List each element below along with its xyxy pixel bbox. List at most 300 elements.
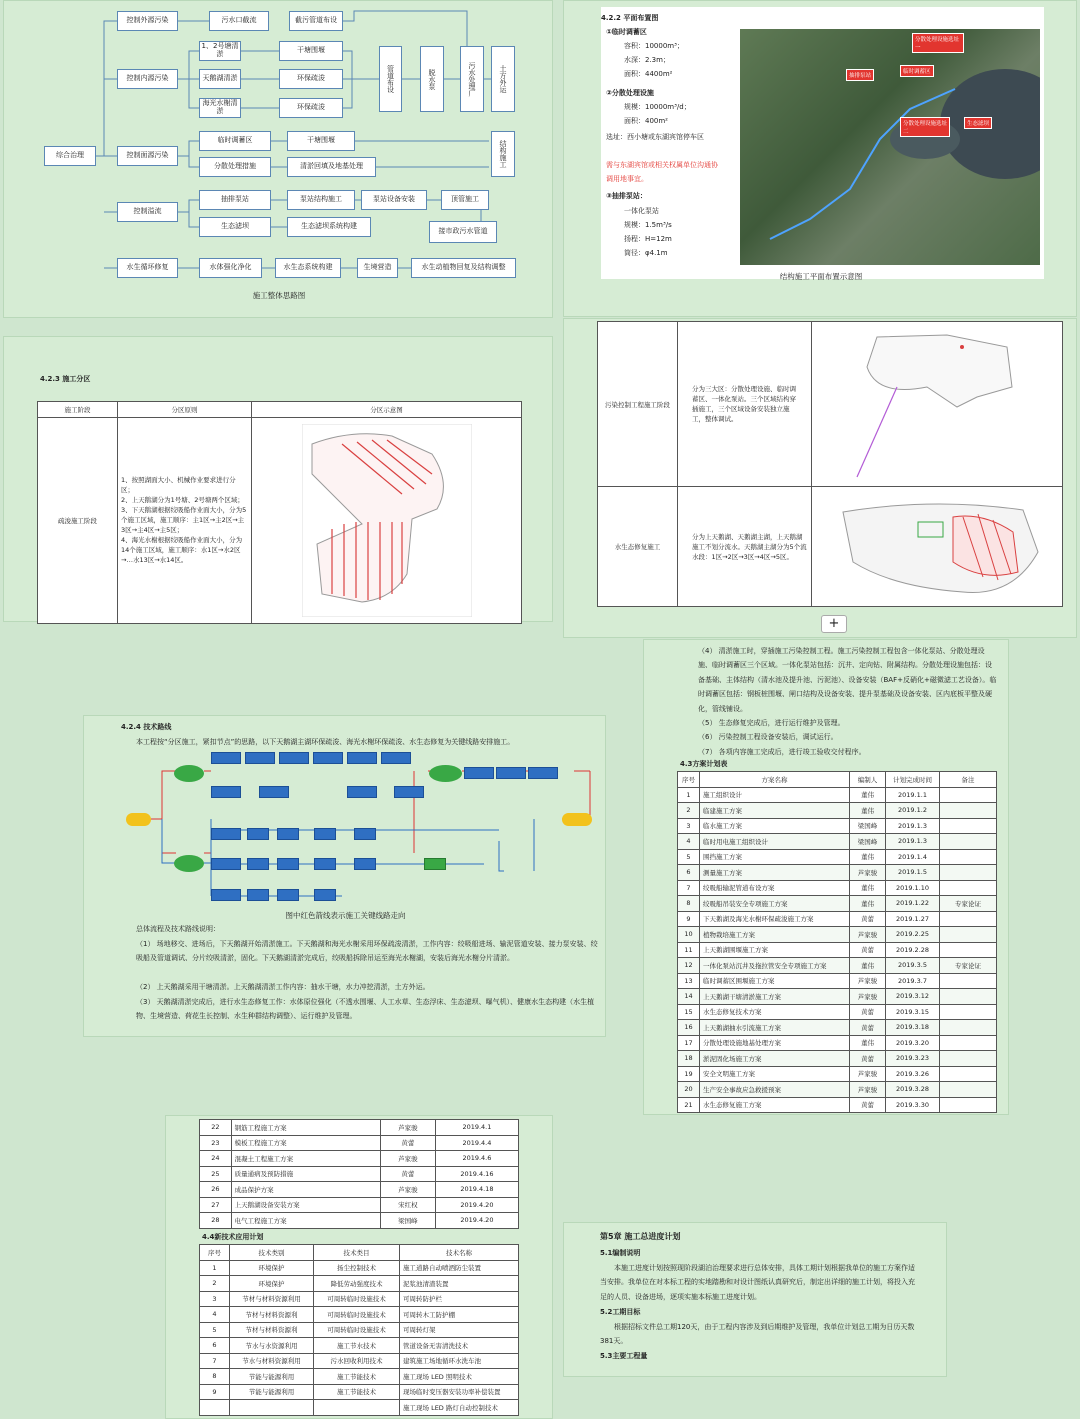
tech-name: 泥浆池清渣装置 xyxy=(400,1276,519,1292)
table-row xyxy=(678,1082,997,1098)
tech-flow-box xyxy=(528,767,558,779)
tech-no: 9 xyxy=(200,1384,230,1400)
plan-author: 宋红权 xyxy=(380,1197,435,1213)
map-label-storage: 临时调蓄区 xyxy=(900,65,934,77)
plan-no: 22 xyxy=(200,1120,232,1136)
box-haiguang: 海光水榭清淤 xyxy=(199,98,241,118)
plan-no: 20 xyxy=(678,1082,700,1098)
box-pump-equip: 泵站设备安装 xyxy=(361,190,427,210)
tech-head-item: 技术类目 xyxy=(314,1245,400,1261)
tech-item: 可周转临时设施技术 xyxy=(314,1291,400,1307)
box-temp-storage: 临时调蓄区 xyxy=(199,131,271,151)
table-row xyxy=(200,1338,519,1354)
box-swan-b: 环保疏浚 xyxy=(279,69,343,89)
tech-application-panel xyxy=(165,1115,553,1419)
table-row xyxy=(200,1151,519,1167)
plan-date: 2019.1.4 xyxy=(886,849,940,865)
tech-empty xyxy=(230,1400,314,1416)
storage-area: 面积：4400m² xyxy=(624,70,673,78)
tech-no: 4 xyxy=(200,1307,230,1323)
tech-heading: 4.2.4 技术路线 xyxy=(121,723,172,731)
box-water-purify: 水体强化净化 xyxy=(199,258,262,278)
tech-category: 环境保护 xyxy=(230,1276,314,1292)
end-node xyxy=(562,813,592,826)
table-row xyxy=(678,818,997,834)
plan-no: 7 xyxy=(678,880,700,896)
plan-name: 上天鹅湖设备安装方案 xyxy=(231,1197,380,1213)
root-box: 综合治理 xyxy=(44,146,96,166)
tech-flow-box xyxy=(354,828,376,840)
plan-note xyxy=(940,927,997,943)
tech-category: 环境保护 xyxy=(230,1260,314,1276)
flow-caption: 施工整体思路图 xyxy=(252,291,306,300)
box-temp-storage-b: 干塘围堰 xyxy=(287,131,355,151)
pollution-figure xyxy=(812,322,1063,487)
plan-author: 芦家骏 xyxy=(850,865,886,881)
plan-no: 14 xyxy=(678,989,700,1005)
plan-no: 1 xyxy=(678,787,700,803)
pipeline-route xyxy=(740,29,1040,265)
plan-date: 2019.4.6 xyxy=(435,1151,518,1167)
tech-flow-box xyxy=(314,828,336,840)
dispersed-scale: 规模：10000m³/d； xyxy=(624,103,691,111)
plan-author: 黄蕾 xyxy=(850,911,886,927)
plan-name: 临时调蓄区围堰施工方案 xyxy=(700,973,850,989)
plan-no: 16 xyxy=(678,1020,700,1036)
plan-name: 临建施工方案 xyxy=(700,803,850,819)
plan-author: 董伟 xyxy=(850,880,886,896)
branch-eco: 水生循坏修复 xyxy=(117,258,178,278)
tech-route-panel xyxy=(83,715,606,1037)
node-mid xyxy=(429,765,462,782)
table-row xyxy=(678,927,997,943)
plan-author: 董伟 xyxy=(850,1035,886,1051)
table-row xyxy=(200,1120,519,1136)
plan-item-5: （5） 生态修复完成后，进行运行维护及管理。 xyxy=(698,719,845,728)
plan-author: 董伟 xyxy=(850,849,886,865)
plan-date: 2019.3.26 xyxy=(886,1066,940,1082)
plan-name: 测量施工方案 xyxy=(700,865,850,881)
box-eco-dam: 生态滤坝 xyxy=(199,217,271,237)
table-row xyxy=(678,1004,997,1020)
tech-category: 节材与材料资源利 xyxy=(230,1307,314,1323)
vbox-pipe: 管道布设 xyxy=(379,46,402,112)
plan-note xyxy=(940,787,997,803)
pollution-map xyxy=(837,327,1037,482)
plan-date: 2019.3.7 xyxy=(886,973,940,989)
plan-name: 上天鹅湖干塘清淤施工方案 xyxy=(700,989,850,1005)
plan-no: 26 xyxy=(200,1182,232,1198)
plan-no: 28 xyxy=(200,1213,232,1229)
table-row xyxy=(200,1291,519,1307)
plan-name: 电气工程施工方案 xyxy=(231,1213,380,1229)
plan-no: 6 xyxy=(678,865,700,881)
tech-category: 节能与能源利用 xyxy=(230,1384,314,1400)
table-row xyxy=(200,1369,519,1385)
box-pipe: 截污管道布设 xyxy=(289,11,343,31)
tech-name: 现场临时变压器安装功率补偿装置 xyxy=(400,1384,519,1400)
pump-diameter: 筒径：φ4.1m xyxy=(624,249,668,257)
plan-date: 2019.4.20 xyxy=(435,1197,518,1213)
tech-flow-box xyxy=(279,752,309,764)
tech-head-category: 技术类别 xyxy=(230,1245,314,1261)
plan-author: 董伟 xyxy=(850,803,886,819)
tech-flow-box xyxy=(314,889,336,901)
tech-intro: 本工程按“分区施工，紧扣节点”的思路，以下天鹅湖主湖环保疏浚、海光水榭环保疏浚、水生态修复为关键线路安排施工。 xyxy=(136,738,515,746)
tech-no: 2 xyxy=(200,1276,230,1292)
plan-note xyxy=(940,803,997,819)
plan-date: 2019.3.15 xyxy=(886,1004,940,1020)
site-caption: 结构施工平面布置示意图 xyxy=(779,272,863,281)
table-row xyxy=(678,880,997,896)
plan-name: 绞吸船输泥管道布设方案 xyxy=(700,880,850,896)
plan-author: 芦家骏 xyxy=(850,1082,886,1098)
map-label-pump: 抽排泵站 xyxy=(846,69,874,81)
table-row xyxy=(200,1307,519,1323)
plan-no: 11 xyxy=(678,942,700,958)
tech-category: 节能与能源利用 xyxy=(230,1369,314,1385)
tech-caption: 图中红色箭线表示施工关键线路走向 xyxy=(285,911,406,920)
plan-date: 2019.1.22 xyxy=(886,896,940,912)
plan-no: 24 xyxy=(200,1151,232,1167)
plan-name: 临水施工方案 xyxy=(700,818,850,834)
table-row xyxy=(678,958,997,974)
dispersed-area: 面积：400m² xyxy=(624,117,668,125)
tech-category: 节水与材料资源利用 xyxy=(230,1353,314,1369)
pump-scale: 规模：1.5m³/s xyxy=(624,221,672,229)
zone-head-figure: 分区示意图 xyxy=(252,402,522,418)
plan-name: 围挡施工方案 xyxy=(700,849,850,865)
plan-item-7: （7） 各项内容施工完成后，进行竣工验收交付程序。 xyxy=(698,747,866,756)
plan-author: 芦家骏 xyxy=(380,1120,435,1136)
plan-date: 2019.2.28 xyxy=(886,942,940,958)
box-haiguang-b: 环保疏浚 xyxy=(279,98,343,118)
box-swan: 天鹅湖清淤 xyxy=(199,69,241,89)
plan-no: 13 xyxy=(678,973,700,989)
section-5-2-text: 根据招标文件总工期120天，由于工程内容涉及到后期维护及管理，我单位计划总工期为日历天数381天。 xyxy=(600,1323,915,1346)
zoning-table xyxy=(37,401,522,624)
plan-name: 生产安全事故应急救援预案 xyxy=(700,1082,850,1098)
plan-no: 4 xyxy=(678,834,700,850)
plan-author: 黄蕾 xyxy=(850,1020,886,1036)
table-row xyxy=(200,1166,519,1182)
plan-name: 淤泥固化场施工方案 xyxy=(700,1051,850,1067)
plan-items xyxy=(698,644,998,759)
plan-no: 15 xyxy=(678,1004,700,1020)
plan-author: 芦家骏 xyxy=(850,1066,886,1082)
zoning-panel xyxy=(3,336,553,622)
tech-flow-box xyxy=(496,767,526,779)
tech-flow-box xyxy=(211,786,241,798)
plan-no: 27 xyxy=(200,1197,232,1213)
storage-volume: 容积：10000m³； xyxy=(624,42,684,50)
box-dispersed-b: 清淤回填及地基处理 xyxy=(287,157,376,177)
plan-author: 黄蕾 xyxy=(850,1051,886,1067)
plan-date: 2019.2.25 xyxy=(886,927,940,943)
plan-head-author: 编制人 xyxy=(850,772,886,788)
plan-author: 董伟 xyxy=(850,958,886,974)
plan-author: 芦家骏 xyxy=(850,973,886,989)
tech-name: 建筑施工场地循环水洗车池 xyxy=(400,1353,519,1369)
plan-name: 施工组织设计 xyxy=(700,787,850,803)
table-row xyxy=(678,787,997,803)
node-upper xyxy=(174,765,204,782)
table-row xyxy=(200,1322,519,1338)
tech-flow-boxes xyxy=(211,752,241,764)
tech-no: 6 xyxy=(200,1338,230,1354)
tech-flow-box xyxy=(277,828,299,840)
table-row xyxy=(678,849,997,865)
zoning-map xyxy=(302,424,472,617)
plan-date: 2019.4.4 xyxy=(435,1135,518,1151)
plan-author: 董伟 xyxy=(850,896,886,912)
plan-date: 2019.1.5 xyxy=(886,865,940,881)
zone-stage: 疏浚施工阶段 xyxy=(38,417,118,623)
plan-note xyxy=(940,818,997,834)
plan-head-note: 备注 xyxy=(940,772,997,788)
tech-flow-box xyxy=(464,767,494,779)
vbox-structure: 结构施工 xyxy=(491,131,515,177)
tech-item: 施工节水技术 xyxy=(314,1338,400,1354)
table-row xyxy=(678,1020,997,1036)
plan-no: 12 xyxy=(678,958,700,974)
box-outfall: 污水口截流 xyxy=(209,11,269,31)
section-5-1-text: 本施工进度计划按照现阶段湖泊治理要求进行总体安排，具体工期计划根据我单位的施工方案作适当安排。我单位在对本标工程的实地踏勘和对设计图纸认真研究后，制定出详细的施工计划，将投入充足的人员、设备进场，逐项实施本标施工进度计划。 xyxy=(600,1264,915,1301)
tech-flow-box xyxy=(394,786,424,798)
plan-head-no: 序号 xyxy=(678,772,700,788)
tech-flow-box xyxy=(313,752,343,764)
eco-figure xyxy=(812,487,1063,607)
tech-flow-box xyxy=(354,858,376,870)
start-node xyxy=(126,813,151,826)
table-row xyxy=(200,1400,519,1416)
tech-flow-box xyxy=(347,752,377,764)
plan-author: 芦家骏 xyxy=(380,1151,435,1167)
plan-date: 2019.3.30 xyxy=(886,1097,940,1113)
plan-name: 水生态修复施工方案 xyxy=(700,1097,850,1113)
plan-date: 2019.1.3 xyxy=(886,818,940,834)
plan-note xyxy=(940,1097,997,1113)
tech-flow-box xyxy=(277,889,299,901)
plan-note xyxy=(940,865,997,881)
table-row xyxy=(678,1097,997,1113)
tech-category: 节材与材料资源利用 xyxy=(230,1291,314,1307)
zone-figure-cell xyxy=(252,417,522,623)
plan-author: 黄蕾 xyxy=(850,1004,886,1020)
plan-author: 梁国峰 xyxy=(380,1213,435,1229)
eco-map xyxy=(833,492,1041,602)
plan-no: 19 xyxy=(678,1066,700,1082)
zone-head-stage: 施工阶段 xyxy=(38,402,118,418)
plan-name: 模板工程施工方案 xyxy=(231,1135,380,1151)
plan-no: 23 xyxy=(200,1135,232,1151)
plan-note xyxy=(940,989,997,1005)
chapter-title: 第5章 施工总进度计划 xyxy=(600,1232,681,1241)
plan-note xyxy=(940,973,997,989)
tech-name: 可周转灯架 xyxy=(400,1322,519,1338)
plan-date: 2019.1.2 xyxy=(886,803,940,819)
tech-flow-box xyxy=(247,828,269,840)
plan-table-panel xyxy=(643,639,1009,1115)
branch-internal: 控制内源污染 xyxy=(117,69,178,89)
plan-no: 8 xyxy=(678,896,700,912)
plan-author: 董伟 xyxy=(850,787,886,803)
table-row xyxy=(678,1051,997,1067)
plan-no: 9 xyxy=(678,911,700,927)
plan-date: 2019.4.16 xyxy=(435,1166,518,1182)
tech-name: 可周转木工防护棚 xyxy=(400,1307,519,1323)
plan-note xyxy=(940,880,997,896)
table-row xyxy=(678,989,997,1005)
plan-date: 2019.3.18 xyxy=(886,1020,940,1036)
plan-no: 18 xyxy=(678,1051,700,1067)
plan-item-4: （4） 清淤施工时，穿插施工污染控制工程。施工污染控制工程包含一体化泵站、分散处理设施、临时调蓄区三个区域。一体化泵站包括：沉井、定向钻、附属结构。分散处理设施包括：设备基础、主体结构（清水池及提升池、污泥池）、设备安装（BAF+反硝化+磁微滤工艺设备）。临时调蓄区包括：钢板桩围堰、闸口结构及设备安装、提升泵基础及设备安装、区内底板平整及硬化，管线铺设。 xyxy=(698,647,997,713)
plan-date: 2019.3.28 xyxy=(886,1082,940,1098)
plan-note xyxy=(940,1004,997,1020)
plan-note xyxy=(940,942,997,958)
plan-author: 芦家骏 xyxy=(850,989,886,1005)
plan-name: 成品保护方案 xyxy=(231,1182,380,1198)
plan-author: 芦家骏 xyxy=(850,927,886,943)
plan-date: 2019.1.10 xyxy=(886,880,940,896)
table-row xyxy=(678,942,997,958)
plan-note xyxy=(940,1020,997,1036)
section-5-2: 5.2工期目标 xyxy=(600,1308,641,1316)
plan-no: 21 xyxy=(678,1097,700,1113)
plan-date: 2019.1.1 xyxy=(886,787,940,803)
schedule-chapter-panel xyxy=(563,1222,947,1377)
plan-author: 黄蕾 xyxy=(380,1166,435,1182)
table-row xyxy=(678,973,997,989)
plan-name: 混凝土工程施工方案 xyxy=(231,1151,380,1167)
plan-note: 专家论证 xyxy=(940,958,997,974)
plan-table xyxy=(677,771,997,1113)
plan-no: 10 xyxy=(678,927,700,943)
tech-empty xyxy=(200,1400,230,1416)
table-row xyxy=(678,834,997,850)
pump-type: 一体化泵站 xyxy=(624,207,659,215)
site-heading: 4.2.2 平面布置图 xyxy=(601,14,659,22)
tech-flow-box xyxy=(245,752,275,764)
tech-item: 施工节能技术 xyxy=(314,1384,400,1400)
zone-principle-1: 1、按照湖面大小、机械作业要求进行分区； xyxy=(121,476,236,494)
tech-desc-1: （1） 场地移交、进场后，下天鹅湖开始清淤施工。下天鹅湖和海光水榭采用环保疏浚清淤，工作内容：绞吸船进场、输泥管道安装、接力泵安装、绞吸船及管道调试、分片绞吸清淤，固化。下天鹅湖清淤完成后，绞吸船拆除吊运至海光水榭湖，安装后海光水榭分片清淤。 xyxy=(136,940,598,962)
table-row xyxy=(200,1182,519,1198)
map-label-site2: 分散处理设施选址二 xyxy=(900,117,950,137)
zone-principle-2: 2、上天鹅湖分为1号塘、2号塘两个区域； xyxy=(121,496,244,504)
box-dispersed: 分散处理措施 xyxy=(199,157,271,177)
box-pond12-b: 干塘围堰 xyxy=(279,41,343,61)
table-row xyxy=(200,1384,519,1400)
tech-flow-box xyxy=(211,858,241,870)
tech-name: 施工现场 LED 照明技术 xyxy=(400,1369,519,1385)
tech-flow-box xyxy=(211,889,241,901)
table-row xyxy=(200,1353,519,1369)
plan-date: 2019.4.20 xyxy=(435,1213,518,1229)
plan-head-date: 计划完成时间 xyxy=(886,772,940,788)
plan-no: 5 xyxy=(678,849,700,865)
table-row xyxy=(678,896,997,912)
box-pump-station: 抽排泵站 xyxy=(199,190,271,210)
plan-name: 一体化泵站沉井及拖拉管安全专项施工方案 xyxy=(700,958,850,974)
map-label-site1: 分散处理设施选址一 xyxy=(912,33,964,53)
plan-date: 2019.3.5 xyxy=(886,958,940,974)
box-municipal: 接市政污水管道 xyxy=(429,221,497,243)
map-label-dam: 生态滤坝 xyxy=(964,117,992,129)
tech-name: 施工现场 LED 路灯自动控制技术 xyxy=(400,1400,519,1416)
vbox-pump: 脱水泵 xyxy=(420,46,444,112)
plan-name: 上天鹅湖抽水引流施工方案 xyxy=(700,1020,850,1036)
plan-no: 17 xyxy=(678,1035,700,1051)
plan-date: 2019.3.12 xyxy=(886,989,940,1005)
tech-desc-title: 总体流程及技术路线说明： xyxy=(136,925,220,933)
table-row xyxy=(678,1066,997,1082)
tech-flow-box xyxy=(259,786,289,798)
zone-principle-3: 3、下天鹅湖根据绞吸船作业面大小，分为5个施工区域，施工顺序：主1区→主2区→主3区→主4区→主5区； xyxy=(121,506,247,534)
tech-flow-box xyxy=(424,858,446,870)
plan-name: 分散处理设施地基处理方案 xyxy=(700,1035,850,1051)
plan-note xyxy=(940,849,997,865)
satellite-map xyxy=(740,29,1040,265)
eco-text: 分为上天鹅湖、天鹅湖主湖，上天鹅湖施工不划分流水。天鹅湖主湖分为5个流水段：1区→2区→3区→4区→5区。 xyxy=(678,487,812,607)
tech-category: 节水与水资源利用 xyxy=(230,1338,314,1354)
vbox-sewage: 污水处理厂 xyxy=(460,46,484,112)
plan-name: 水生态修复技术方案 xyxy=(700,1004,850,1020)
tech-name: 可周转防护栏 xyxy=(400,1291,519,1307)
plan-name: 植物栽培施工方案 xyxy=(700,927,850,943)
plan-head-name: 方案名称 xyxy=(700,772,850,788)
plan-name: 质量通病及预防措施 xyxy=(231,1166,380,1182)
plan-heading: 4.3方案计划表 xyxy=(680,760,728,768)
pollution-text: 分为三大区：分散处理设施、临时调蓄区、一体化泵站。三个区域结构穿插施工，三个区域设备安装独立施工，整体调试。 xyxy=(678,322,812,487)
zoning-continued-table xyxy=(597,321,1063,607)
tech-item: 降低劳动强度技术 xyxy=(314,1276,400,1292)
plan-date: 2019.4.18 xyxy=(435,1182,518,1198)
zone-principle-4: 4、海光水榭根据绞吸船作业面大小，分为14个施工区域，施工顺序：水1区→水2区→…水13区→水14区。 xyxy=(121,536,243,564)
tech-flow-box xyxy=(347,786,377,798)
plan-note xyxy=(940,1035,997,1051)
dispersed-note: 需与东湖宾馆或相关权属单位沟通协调用地事宜。 xyxy=(606,161,718,183)
add-section-button[interactable]: + xyxy=(821,615,847,633)
plan-date: 2019.1.27 xyxy=(886,911,940,927)
table-row xyxy=(678,803,997,819)
tech-head-no: 序号 xyxy=(200,1245,230,1261)
plan-name: 钢筋工程施工方案 xyxy=(231,1120,380,1136)
tech-app-table xyxy=(199,1244,519,1416)
box-pump-structure: 泵站结构施工 xyxy=(287,190,355,210)
tech-flow-box xyxy=(277,858,299,870)
tech-app-heading: 4.4新技术应用计划 xyxy=(202,1233,264,1241)
eco-stage: 水生态修复施工 xyxy=(598,487,678,607)
storage-title: ①临时调蓄区 xyxy=(606,28,647,36)
vbox-earth: 土方外运 xyxy=(491,46,515,112)
branch-overflow: 控制溢流 xyxy=(117,202,178,222)
zoning-continued-panel xyxy=(563,318,1077,638)
construction-overall-flow-panel xyxy=(3,0,553,318)
branch-surface: 控制面源污染 xyxy=(117,146,178,166)
tech-name: 施工道路自动喷洒防尘装置 xyxy=(400,1260,519,1276)
plan-author: 梁国峰 xyxy=(850,834,886,850)
table-row xyxy=(678,1035,997,1051)
tech-no: 8 xyxy=(200,1369,230,1385)
section-5-1: 5.1编制说明 xyxy=(600,1249,641,1257)
tech-desc-2: （2） 上天鹅湖采用干塘清淤。上天鹅湖清淤工作内容：抽水干塘，水力冲挖清淤，土方外运。 xyxy=(136,983,430,991)
plan-author: 黄蕾 xyxy=(850,1097,886,1113)
box-pond12: 1、2号塘清淤 xyxy=(199,41,241,61)
dispersed-title: ②分散处理设施 xyxy=(606,89,654,97)
table-row xyxy=(200,1276,519,1292)
section-5-3: 5.3主要工程量 xyxy=(600,1352,648,1360)
